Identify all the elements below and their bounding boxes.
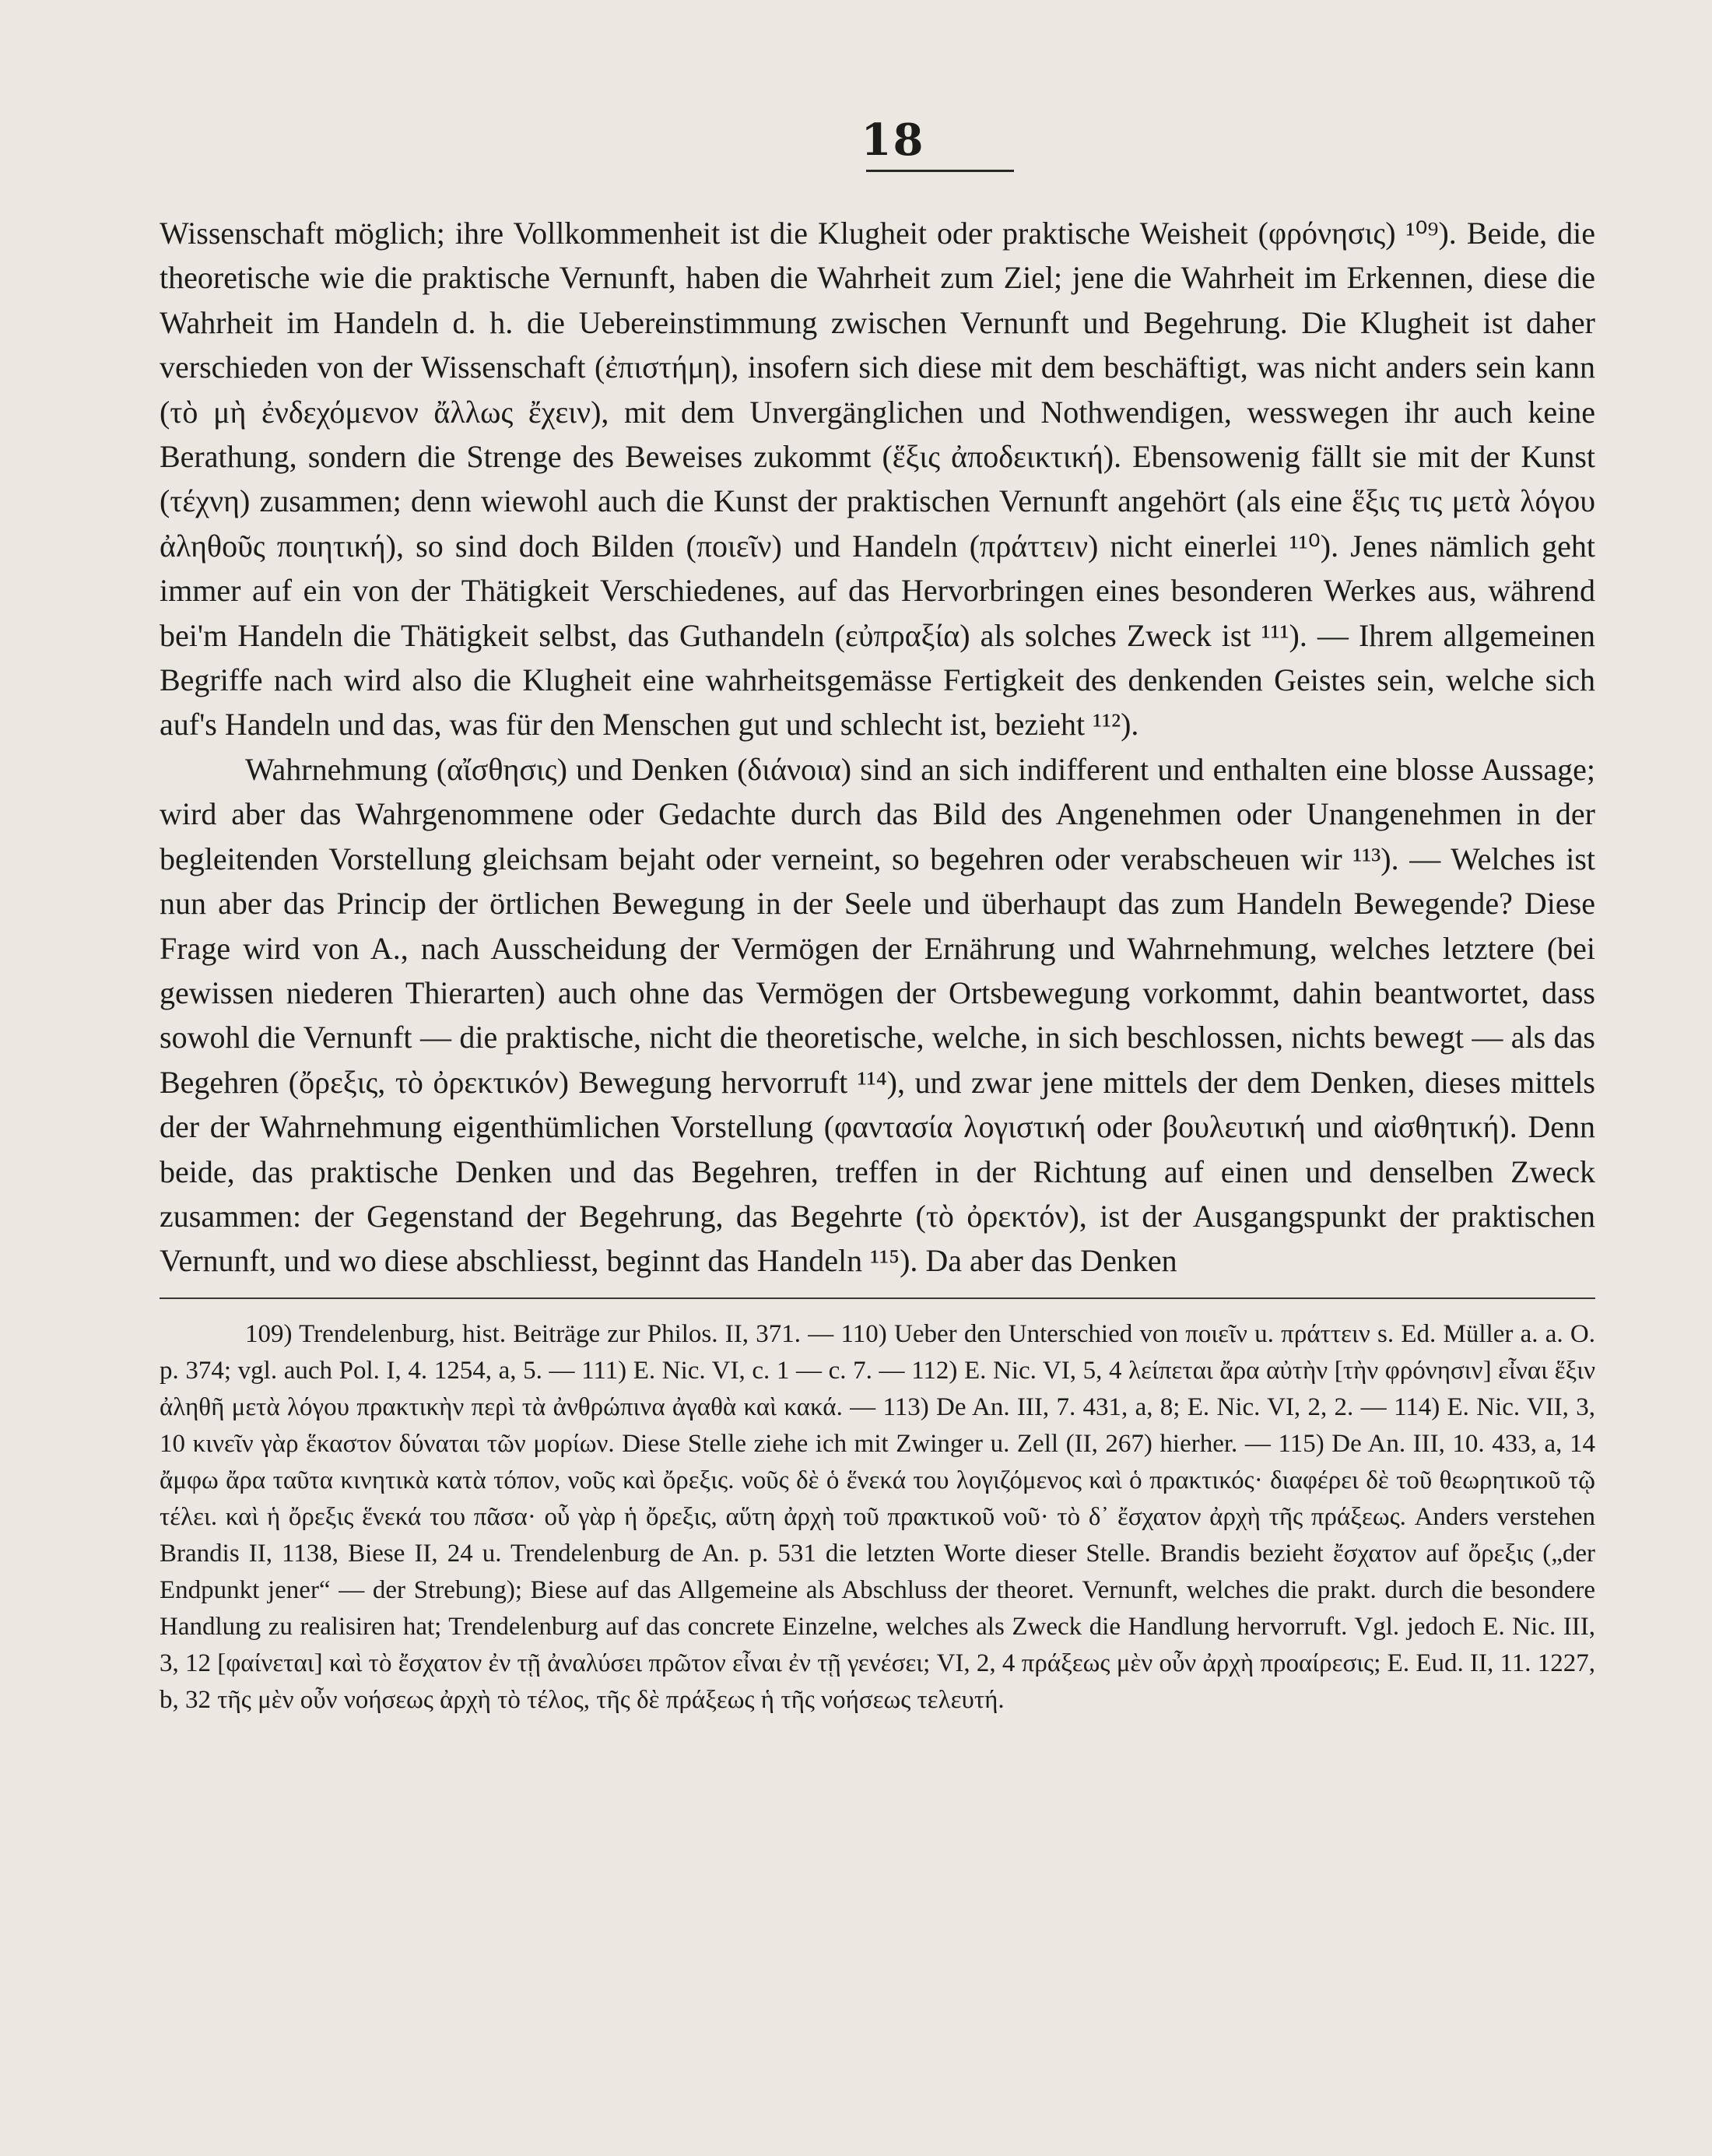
page-number: 18 bbox=[861, 114, 925, 166]
page-number-rule bbox=[866, 170, 1014, 172]
body-text bbox=[160, 211, 1595, 1283]
body-paragraph: Wahrnehmung (αἴσθησις) und Denken (διάνοια) sind an sich indifferent und enthalten eine blosse Aussage; wird aber das Wahrgenommene oder Gedachte durch das Bild des Angenehmen oder Unangenehmen in der begleitenden Vorstellung gleichsam bejaht oder verneint, so begehren oder verabscheuen wir ¹¹³). — Welches ist nun aber das Princip der örtlichen Bewegung in der Seele und überhaupt das zum Handeln Bewegende? Diese Frage wird von A., nach Ausscheidung der Vermögen der Ernährung und Wahrnehmung, welches letztere (bei gewissen niederen Thierarten) auch ohne das Vermögen der Ortsbewegung vorkommt, dahin beantwortet, dass sowohl die Vernunft — die praktische, nicht die theoretische, welche, in sich beschlossen, nichts bewegt — als das Begehren (ὄρεξις, τὸ ὀρεκτικόν) Bewegung hervorruft ¹¹⁴), und zwar jene mittels der dem Denken, dieses mittels der der Wahrnehmung eigenthümlichen Vorstellung (φαντασία λογιστική oder βουλευτική und αἰσθητική). Denn beide, das praktische Denken und das Begehren, treffen in der Richtung auf einen und denselben Zweck zusammen: der Gegenstand der Begehrung, das Begehrte (τὸ ὀρεκτόν), ist der Ausgangspunkt der praktischen Vernunft, und wo diese abschliesst, beginnt das Handeln ¹¹⁵). Da aber das Denken bbox=[160, 751, 1595, 1279]
footnote-divider bbox=[160, 1297, 1595, 1299]
body-paragraph: Wissenschaft möglich; ihre Vollkommenheit ist die Klugheit oder praktische Weisheit (φρόνησις) ¹⁰⁹). Beide, die theoretische wie die praktische Vernunft, haben die Wahrheit zum Ziel; jene die Wahrheit im Erkennen, diese die Wahrheit im Handeln d. h. die Uebereinstimmung zwischen Vernunft und Begehrung. Die Klugheit ist daher verschieden von der Wissenschaft (ἐπιστήμη), insofern sich diese mit dem beschäftigt, was nicht anders sein kann (τὸ μὴ ἐνδεχόμενον ἄλλως ἔχειν), mit dem Unvergänglichen und Nothwendigen, wesswegen ihr auch keine Berathung, sondern die Strenge des Beweises zukommt (ἕξις ἀποδεικτική). Ebensowenig fällt sie mit der Kunst (τέχνη) zusammen; denn wiewohl auch die Kunst der praktischen Vernunft angehört (als eine ἕξις τις μετὰ λόγου ἀληθοῦς ποιητική), so sind doch Bilden (ποιεῖν) und Handeln (πράττειν) nicht einerlei ¹¹⁰). Jenes nämlich geht immer auf ein von der Thätigkeit Verschiedenes, auf das Hervorbringen eines besonderen Werkes aus, während bei'm Handeln die Thätigkeit selbst, das Guthandeln (εὐπραξία) als solches Zweck ist ¹¹¹). — Ihrem allgemeinen Begriffe nach wird also die Klugheit eine wahrheitsgemässe Fertigkeit des denkenden Geistes sein, welche sich auf's Handeln und das, was für den Menschen gut und schlecht ist, bezieht ¹¹²). bbox=[160, 216, 1595, 743]
footnotes: 109) Trendelenburg, hist. Beiträge zur Philos. II, 371. — 110) Ueber den Unterschied von ποιεῖν u. πράττειν s. Ed. Müller a. a. O. p. 374; vgl. auch Pol. I, 4. 1254, a, 5. — 111) E. Nic. VI, c. 1 — c. 7. — 112) E. Nic. VI, 5, 4 λείπεται ἄρα αὐτὴν [τὴν φρόνησιν] εἶναι ἕξιν ἀληθῆ μετὰ λόγου πρακτικὴν περὶ τὰ ἀνθρώπινα ἀγαθὰ καὶ κακά. — 113) De An. III, 7. 431, a, 8; E. Nic. VI, 2, 2. — 114) E. Nic. VII, 3, 10 κινεῖν γὰρ ἕκαστον δύναται τῶν μορίων. Diese Stelle ziehe ich mit Zwinger u. Zell (II, 267) hierher. — 115) De An. III, 10. 433, a, 14 ἄμφω ἄρα ταῦτα κινητικὰ κατὰ τόπον, νοῦς καὶ ὄρεξις. νοῦς δὲ ὁ ἕνεκά του λογιζόμενος καὶ ὁ πρακτικός· διαφέρει δὲ τοῦ θεωρητικοῦ τῷ τέλει. καὶ ἡ ὄρεξις ἕνεκά του πᾶσα· οὗ γὰρ ἡ ὄρεξις, αὕτη ἀρχὴ τοῦ πρακτικοῦ νοῦ· τὸ δ᾽ ἔσχατον ἀρχὴ τῆς πράξεως. Anders verstehen Brandis II, 1138, Biese II, 24 u. Trendelenburg de An. p. 531 die letzten Worte dieser Stelle. Brandis bezieht ἔσχατον auf ὄρεξις („der Endpunkt jener“ — der Strebung); Biese auf das Allgemeine als Abschluss der theoret. Vernunft, welches die prakt. durch die besondere Handlung zu realisiren hat; Trendelenburg auf das concrete Einzelne, welches als Zweck die Handlung hervorruft. Vgl. jedoch E. Nic. III, 3, 12 [φαίνεται] καὶ τὸ ἔσχατον ἐν τῇ ἀναλύσει πρῶτον εἶναι ἐν τῇ γενέσει; VI, 2, 4 πράξεως μὲν οὖν ἀρχὴ προαίρεσις; E. Eud. II, 11. 1227, b, 32 τῆς μὲν οὖν νοήσεως ἀρχὴ τὸ τέλος, τῆς δὲ πράξεως ἡ τῆς νοήσεως τελευτή. bbox=[160, 1319, 1595, 1714]
